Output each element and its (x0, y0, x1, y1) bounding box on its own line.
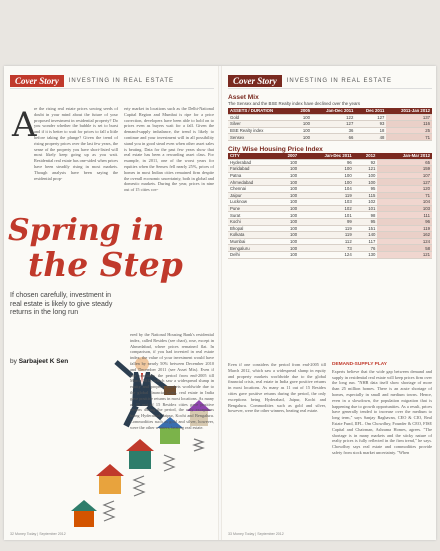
table-cell: 100 (275, 179, 299, 186)
table-cell: 162 (377, 232, 432, 239)
table-cell: 96 (299, 159, 354, 166)
table-cell: Sensex (228, 134, 293, 141)
table-cell: 116 (386, 121, 432, 128)
table-cell: Bengaluru (228, 245, 275, 252)
table-cell: 100 (275, 232, 299, 239)
section-label: INVESTING IN REAL ESTATE (68, 78, 174, 84)
right-page (222, 66, 436, 540)
cover-story-tag: Cover Story (10, 75, 64, 87)
table-cell: 121 (377, 251, 432, 258)
headline-line-1: Spring in (8, 213, 165, 248)
table-cell: 100 (275, 192, 299, 199)
table-cell: 58 (377, 245, 432, 252)
body-column-4: Even if one considers the period from end-2005 till March 2012, which saw a widespread slump in equity and property markets worldwide due to the global financial crisis, real estate in India gave positive returns in most locations. As many as 11 out of 15 Residex cities gave positive returns during the period, the only exceptions being Hyderabad, Jaipur, Kochi and Bengaluru. Commodities such as gold and silver, however, were the other winners, beating real estate. (228, 362, 326, 414)
table-cell: Kochi (228, 218, 275, 225)
table-cell: 100 (275, 218, 299, 225)
table-cell: 119 (377, 225, 432, 232)
table-cell: Mumbai (228, 238, 275, 245)
table-cell: 18 (355, 127, 386, 134)
table-cell: 66 (312, 134, 355, 141)
table-cell: 122 (312, 114, 355, 121)
table-cell: 140 (354, 232, 378, 239)
table-cell: 121 (354, 166, 378, 173)
table-cell: 120 (377, 185, 432, 192)
asset-mix-box (228, 94, 432, 141)
table-cell: 100 (275, 245, 299, 252)
city-index-title: City Wise Housing Price Index (228, 146, 323, 153)
table-cell: Silver (228, 121, 293, 128)
table-cell: 124 (377, 238, 432, 245)
table-cell: 100 (299, 172, 354, 179)
table-row (228, 238, 432, 245)
table-header-cell: Jan-Dec 2011 (299, 153, 354, 159)
table-cell: 36 (312, 127, 355, 134)
magazine-spread (4, 66, 436, 540)
table-cell: 104 (299, 185, 354, 192)
table-row (228, 212, 432, 219)
table-cell: 101 (354, 205, 378, 212)
table-cell: 100 (275, 212, 299, 219)
table-cell: Hyderabad (228, 159, 275, 166)
table-cell: 104 (377, 199, 432, 206)
table-cell: Bhopal (228, 225, 275, 232)
section-header (228, 74, 432, 89)
table-header-cell: 2007 (275, 153, 299, 159)
table-cell: 93 (355, 121, 386, 128)
byline-prefix: by (10, 358, 17, 365)
table-cell: Gold (228, 114, 293, 121)
table-cell: 102 (354, 199, 378, 206)
byline (10, 358, 68, 365)
table-header-cell: Jan-Mar 2012 (377, 153, 432, 159)
table-cell: 100 (275, 166, 299, 173)
table-cell: Ahmedabad (228, 179, 275, 186)
cover-story-tag: Cover Story (228, 75, 282, 87)
table-cell: 127 (377, 179, 432, 186)
table-cell: 127 (355, 114, 386, 121)
table-header-cell: 2012 (354, 153, 378, 159)
table-cell: 100 (293, 134, 312, 141)
table-row (228, 232, 432, 239)
table-cell: 111 (377, 212, 432, 219)
table-row (228, 251, 432, 258)
left-page (4, 66, 218, 540)
table-cell: 100 (275, 159, 299, 166)
table-row (228, 199, 432, 206)
table-cell: 95 (354, 185, 378, 192)
table-cell: 100 (275, 238, 299, 245)
table-cell: Delhi (228, 251, 275, 258)
table-cell: 159 (377, 166, 432, 173)
table-cell: Patna (228, 172, 275, 179)
table-header-cell: Jan-Dec 2011 (312, 108, 355, 114)
table-cell: 103 (377, 205, 432, 212)
table-cell: 100 (275, 225, 299, 232)
city-index-box (228, 146, 432, 259)
body-column-1: re the rising real estate prices sowing seeds of doubt in your mind about the future of your proposed investment in residential property? Do you wonder whether the bubble is set to burst and if it is better to wait for prices to fall a little before taking the plunge? Given the trend of rising property prices over the last few years, the sense of the property you have short-listed will most likely keep going up as you wait. Residential real estate has one-sided when prices have been steadily rising in most markets. Though analysts have been saying the residential prop- (34, 106, 118, 181)
table-cell: 71 (386, 134, 432, 141)
table-cell: 115 (354, 192, 378, 199)
table-cell: 103 (299, 199, 354, 206)
body-column-3: ered by the National Housing Bank's residential index, called Residex (see chart), rose, except in Ahmedabad, where prices remained flat. In comparison, if you had invested in real estate index, the value of your investment would have fallen by nearly 50% between December 2010 and December 2011 (see Asset Mix). Even if one considers the period from end-2005 till March 2012, which saw a widespread slump in equity and property markets worldwide due to the global financial crisis, real estate in India gave positive returns in most locations. As many as 11 out of 15 Residex cities gave positive returns during the period, the only exceptions being Hyderabad, Jaipur, Kochi and Bengaluru. Commodities such as gold and silver, however, were the other winners, beating real estate. (130, 332, 214, 430)
table-row (228, 218, 432, 225)
table-cell: 100 (354, 179, 378, 186)
table-header-cell: 2005 (293, 108, 312, 114)
table-cell: 119 (299, 232, 354, 239)
table-cell: 117 (354, 238, 378, 245)
table-cell: 100 (293, 114, 312, 121)
table-cell: 100 (299, 179, 354, 186)
demand-supply-subhead: DEMAND-SUPPLY PLAY (332, 362, 387, 367)
table-cell: 101 (299, 212, 354, 219)
table-row (228, 159, 432, 166)
table-cell: 127 (312, 121, 355, 128)
table-cell: 65 (377, 159, 432, 166)
table-cell: Lucknow (228, 199, 275, 206)
section-label: INVESTING IN REAL ESTATE (286, 78, 392, 84)
table-cell: 73 (299, 245, 354, 252)
table-cell: Pune (228, 205, 275, 212)
table-cell: 100 (275, 199, 299, 206)
table-cell: Jaipur (228, 192, 275, 199)
table-cell: 100 (275, 185, 299, 192)
table-cell: 100 (275, 251, 299, 258)
table-cell: 102 (299, 205, 354, 212)
table-cell: 95 (354, 218, 378, 225)
table-header-cell: Dec 2011 (355, 108, 386, 114)
table-row (228, 114, 432, 121)
table-header-cell: ASSETS / DURATION (228, 108, 293, 114)
table-cell: 119 (299, 225, 354, 232)
table-cell: Kolkata (228, 232, 275, 239)
table-cell: 48 (355, 134, 386, 141)
table-cell: 92 (354, 159, 378, 166)
table-row (228, 134, 432, 141)
table-cell: 100 (354, 172, 378, 179)
table-cell: 151 (354, 225, 378, 232)
table-cell: Faridabad (228, 166, 275, 173)
table-cell: 130 (354, 251, 378, 258)
table-cell: 76 (354, 245, 378, 252)
table-cell: 100 (293, 127, 312, 134)
table-cell: 71 (377, 192, 432, 199)
table-cell: 137 (386, 114, 432, 121)
table-row (228, 166, 432, 173)
author-name: Sarbajeet K Sen (18, 358, 69, 365)
table-row (228, 121, 432, 128)
table-row (228, 179, 432, 186)
table-row (228, 127, 432, 134)
table-row (228, 172, 432, 179)
deck-text: If chosen carefully, investment in real estate is likely to give steady returns in the long run (10, 292, 113, 317)
table-cell: 119 (299, 192, 354, 199)
table-cell: Surat (228, 212, 275, 219)
asset-mix-subtitle: The Sensex and the BSE Realty index have declined over the years (228, 101, 361, 106)
table-header-cell: 2011-Jan 2012 (386, 108, 432, 114)
table-cell: 112 (299, 238, 354, 245)
table-cell: 100 (275, 172, 299, 179)
table-cell: 100 (293, 121, 312, 128)
city-index-table (228, 153, 432, 259)
asset-mix-table (228, 108, 432, 141)
table-cell: 98 (354, 212, 378, 219)
table-row (228, 205, 432, 212)
drop-cap: A (12, 105, 37, 145)
table-row (228, 185, 432, 192)
headline-line-2: the Step (28, 245, 183, 284)
body-column-2: erty market in locations such as the Delhi-National Capital Region and Mumbai is ripe for a price correction, developers have been able to hold on to prices even as buyers wait for a fall. Given the demand-supply imbalance, the trend is likely to continue and your investment will in all possibility stand you in good stead even when other asset sales is beating. Data for the past few years show that real estate has been a rewarding asset class. For example, in 2011, one of the worst years for equities when the Sensex fell nearly 25%, prices of homes in most Indian cities remained firm despite the overall economic uncertainty, both in global and domestic markets. During the year, prices in nine out of 15 cities cov- (124, 106, 214, 192)
section-header (10, 74, 214, 89)
table-cell: 25 (386, 127, 432, 134)
table-cell: 107 (377, 172, 432, 179)
table-cell: 124 (299, 251, 354, 258)
table-cell: 100 (299, 166, 354, 173)
table-cell: 99 (299, 218, 354, 225)
table-row (228, 225, 432, 232)
table-row (228, 245, 432, 252)
page-footer: 33 Money Today | September 2012 (228, 532, 284, 536)
table-cell: Chennai (228, 185, 275, 192)
table-cell: 100 (275, 205, 299, 212)
page-footer: 32 Money Today | September 2012 (10, 532, 66, 536)
body-column-5 (332, 362, 432, 528)
table-cell: BSE Realty index (228, 127, 293, 134)
body-column-5-text: Experts believe that the wide gap between demand and supply in residential real estate will keep prices firm over the long run. "NHB data itself show shortage of more than 25 million homes. There is an acute shortage of homes, especially in small and medium towns. Hence, even in a slowdown, the population migration that is happening due to growth opportunities. As a result, prices have generally tended to increase over the medium to long term," says Sanjay Raghavan, CEO & CIO, Real Estate Fund, IIFL. Om Chowdhry, Founder & CEO, FISE Capital and Chairman, Ashrama Homes, agrees. "The shortage is in many markets and the sticky nature of realty prices is fully reflected in the firm trend," he says. Chowdhry says real estate and commodities provide safety from stock market uncertainty. "When (332, 368, 432, 455)
table-row (228, 192, 432, 199)
table-header-cell: CITY (228, 153, 275, 159)
asset-mix-title: Asset Mix (228, 94, 259, 101)
table-cell: 96 (377, 218, 432, 225)
